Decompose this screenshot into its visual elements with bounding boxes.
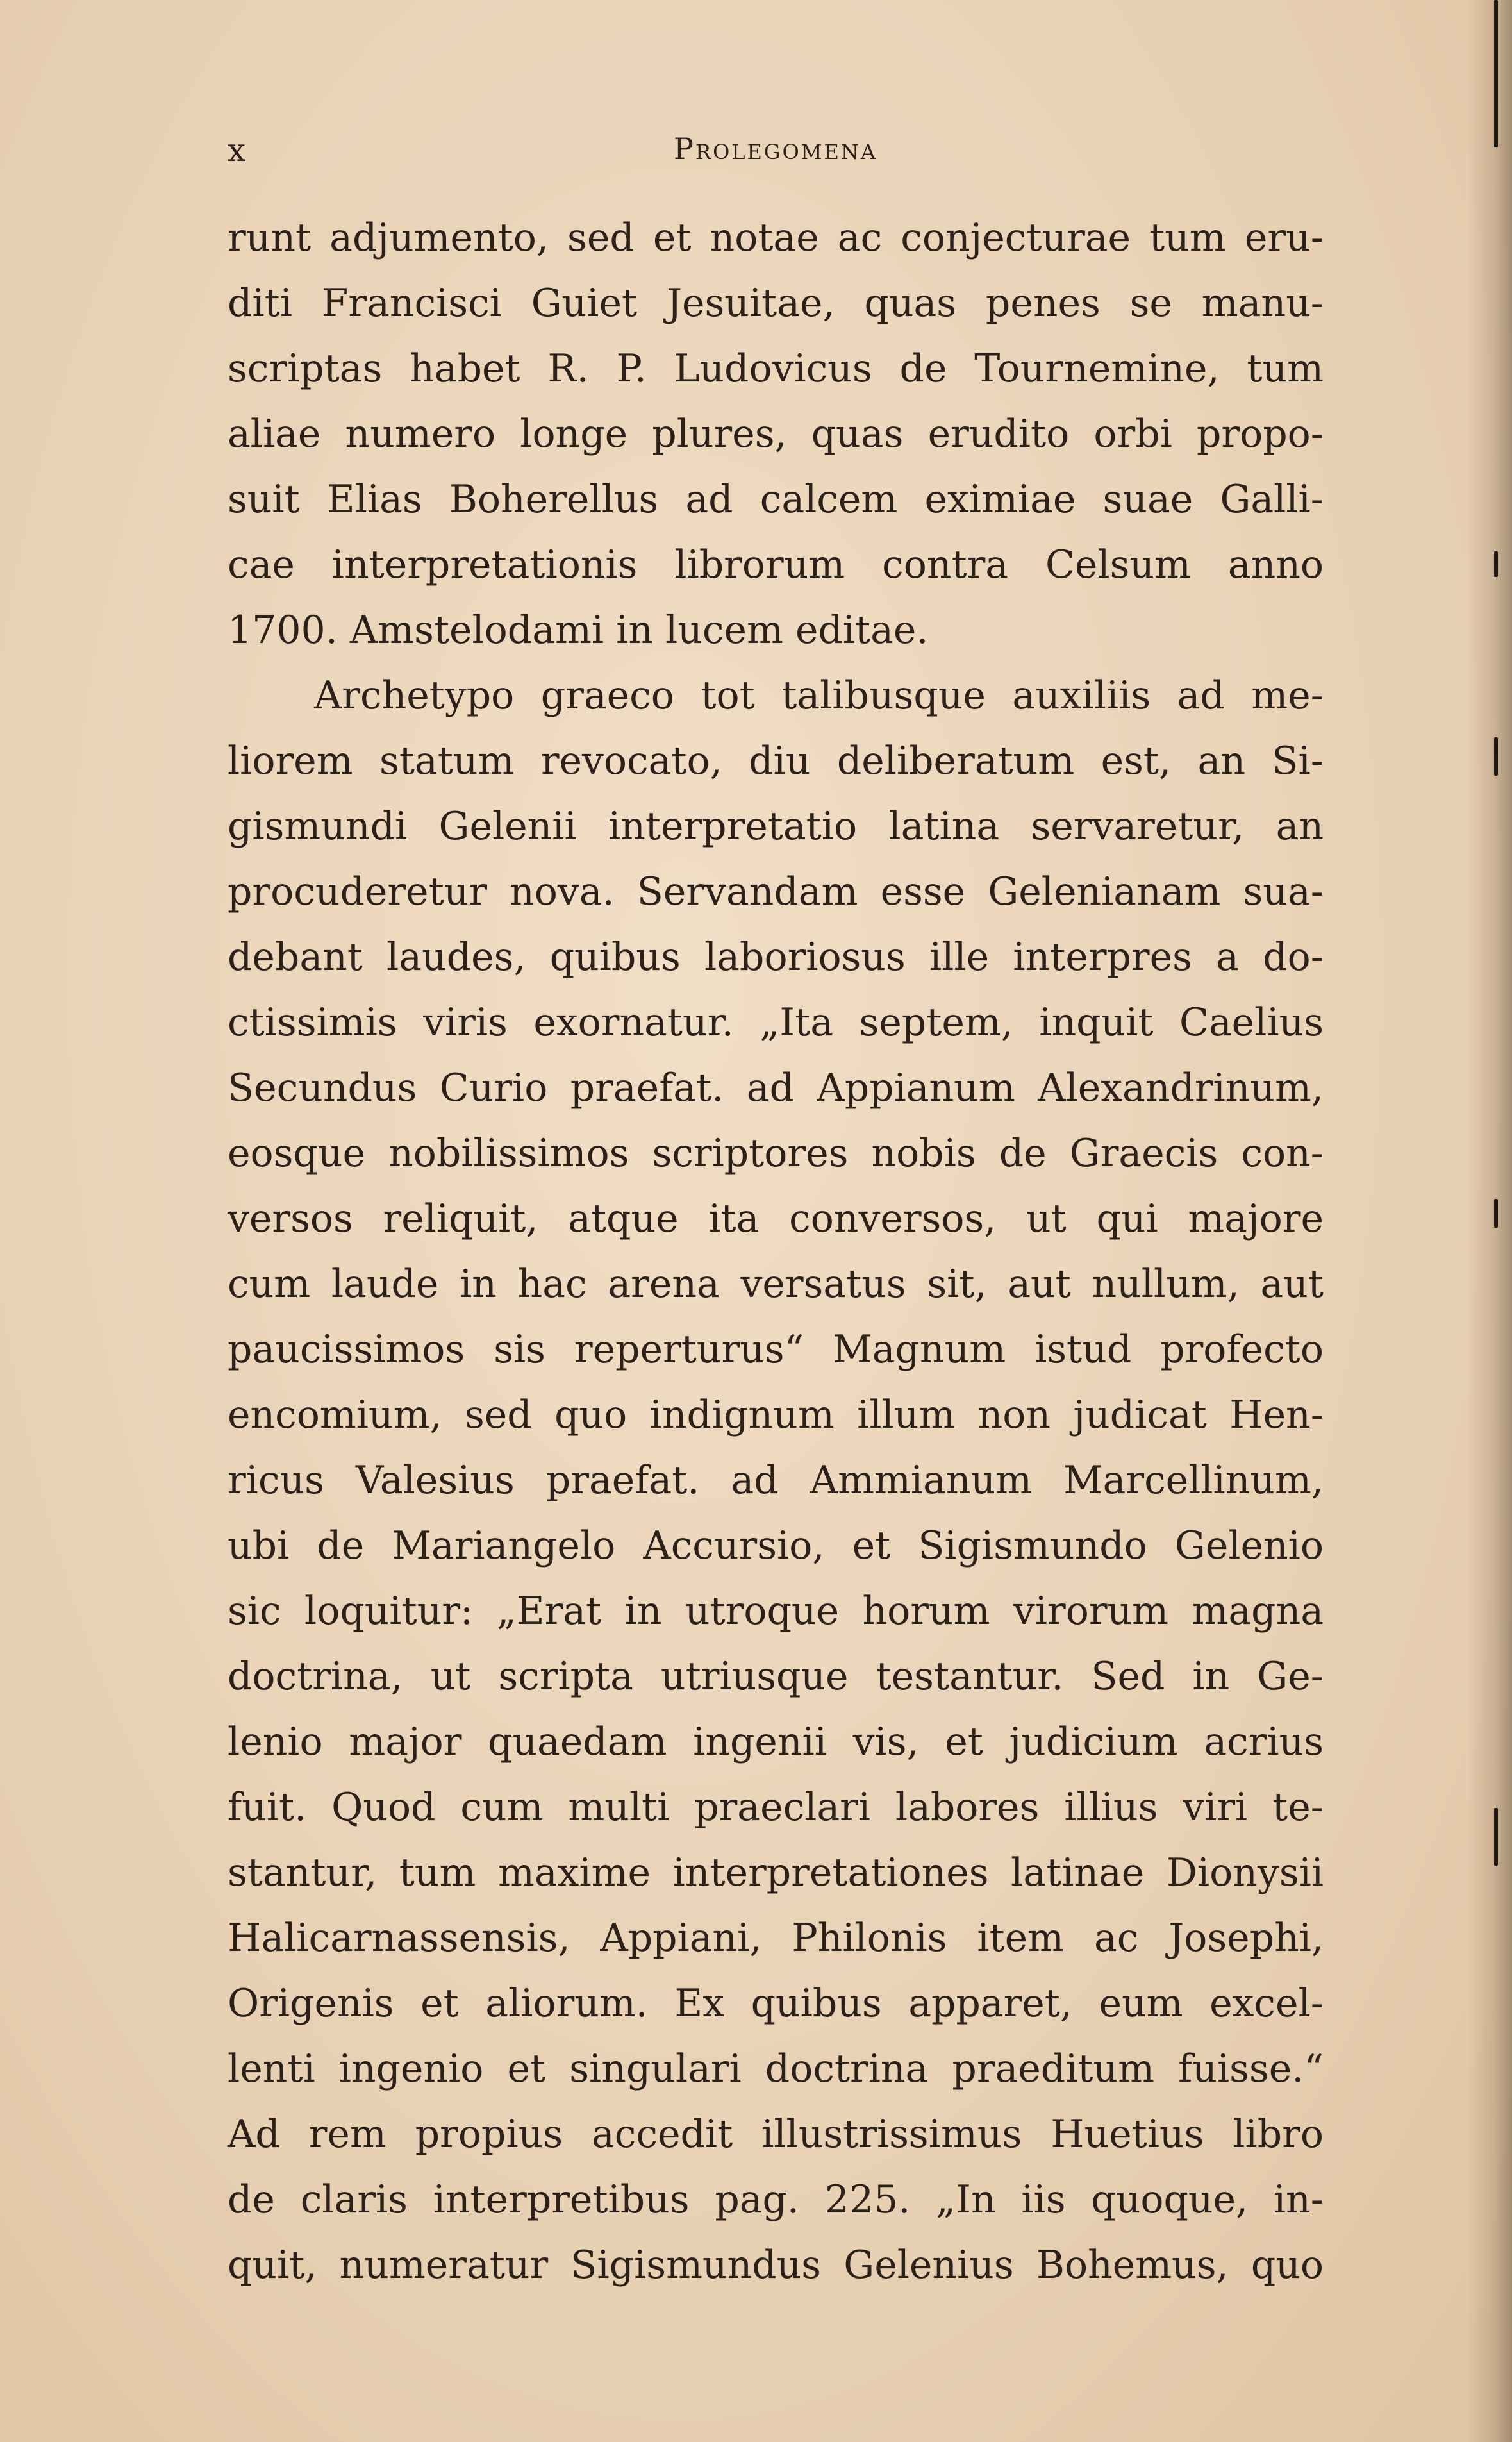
paragraph — [228, 663, 1324, 2298]
text-line: Origenis et aliorum. Ex quibus apparet, eum excel- — [228, 1981, 1324, 2026]
edge-mark — [1494, 0, 1498, 147]
text-line: Secundus Curio praefat. ad Appianum Alexandrinum, — [228, 1066, 1324, 1110]
text-line: cae interpretationis librorum contra Celsum anno — [228, 542, 1324, 587]
text-line: ctissimis viris exornatur. „Ita septem, inquit Caelius — [228, 1000, 1324, 1045]
text-line: 1700. Amstelodami in lucem editae. — [228, 608, 929, 653]
edge-mark — [1494, 551, 1498, 577]
text-line: gismundi Gelenii interpretatio latina servaretur, an — [228, 804, 1324, 849]
text-line: procuderetur nova. Servandam esse Gelenianam sua- — [228, 869, 1324, 914]
page-header — [228, 131, 1324, 176]
text-line: lenio major quaedam ingenii vis, et judicium acrius — [228, 1719, 1324, 1764]
text-line: Ad rem propius accedit illustrissimus Huetius libro — [228, 2112, 1324, 2157]
text-line: encomium, sed quo indignum illum non judicat Hen- — [228, 1392, 1324, 1437]
page-number: x — [228, 131, 247, 169]
text-line: eosque nobilissimos scriptores nobis de Graecis con- — [228, 1131, 1324, 1176]
text-line: sic loquitur: „Erat in utroque horum virorum magna — [228, 1589, 1324, 1634]
text-line: versos reliquit, atque ita conversos, ut qui majore — [228, 1196, 1324, 1241]
text-line: doctrina, ut scripta utriusque testantur. Sed in Ge- — [228, 1654, 1324, 1699]
text-line: stantur, tum maxime interpretationes latinae Dionysii — [228, 1850, 1324, 1895]
body-text — [228, 205, 1324, 2298]
edge-mark — [1494, 737, 1498, 776]
text-line: lenti ingenio et singulari doctrina praeditum fuisse.“ — [228, 2046, 1324, 2091]
text-line: liorem statum revocato, diu deliberatum est, an Si- — [228, 739, 1324, 783]
edge-mark — [1494, 1199, 1498, 1228]
text-line: aliae numero longe plures, quas erudito orbi propo- — [228, 412, 1324, 456]
text-line: suit Elias Boherellus ad calcem eximiae suae Galli- — [228, 477, 1324, 522]
paragraph — [228, 205, 1324, 663]
text-line: paucissimos sis reperturus“ Magnum istud profecto — [228, 1327, 1324, 1372]
text-line: ricus Valesius praefat. ad Ammianum Marcellinum, — [228, 1458, 1324, 1503]
text-line: cum laude in hac arena versatus sit, aut nullum, aut — [228, 1262, 1324, 1307]
text-line: ubi de Mariangelo Accursio, et Sigismundo Gelenio — [228, 1523, 1324, 1568]
edge-mark — [1494, 1808, 1498, 1866]
text-line: diti Francisci Guiet Jesuitae, quas penes se manu- — [228, 281, 1324, 326]
text-line: Halicarnassensis, Appiani, Philonis item ac Josephi, — [228, 1916, 1324, 1961]
binding-edge-shadow — [1467, 0, 1512, 2442]
running-head: Prolegomena — [674, 131, 877, 166]
text-line: debant laudes, quibus laboriosus ille interpres a do- — [228, 935, 1324, 980]
text-line: Archetypo graeco tot talibusque auxiliis ad me- — [314, 673, 1324, 718]
text-line: fuit. Quod cum multi praeclari labores illius viri te- — [228, 1785, 1324, 1830]
text-line: runt adjumento, sed et notae ac conjecturae tum eru- — [228, 215, 1324, 260]
text-line: quit, numeratur Sigismundus Gelenius Bohemus, quo — [228, 2243, 1324, 2287]
text-line: scriptas habet R. P. Ludovicus de Tournemine, tum — [228, 346, 1324, 391]
text-line: de claris interpretibus pag. 225. „In iis quoque, in- — [228, 2177, 1324, 2222]
